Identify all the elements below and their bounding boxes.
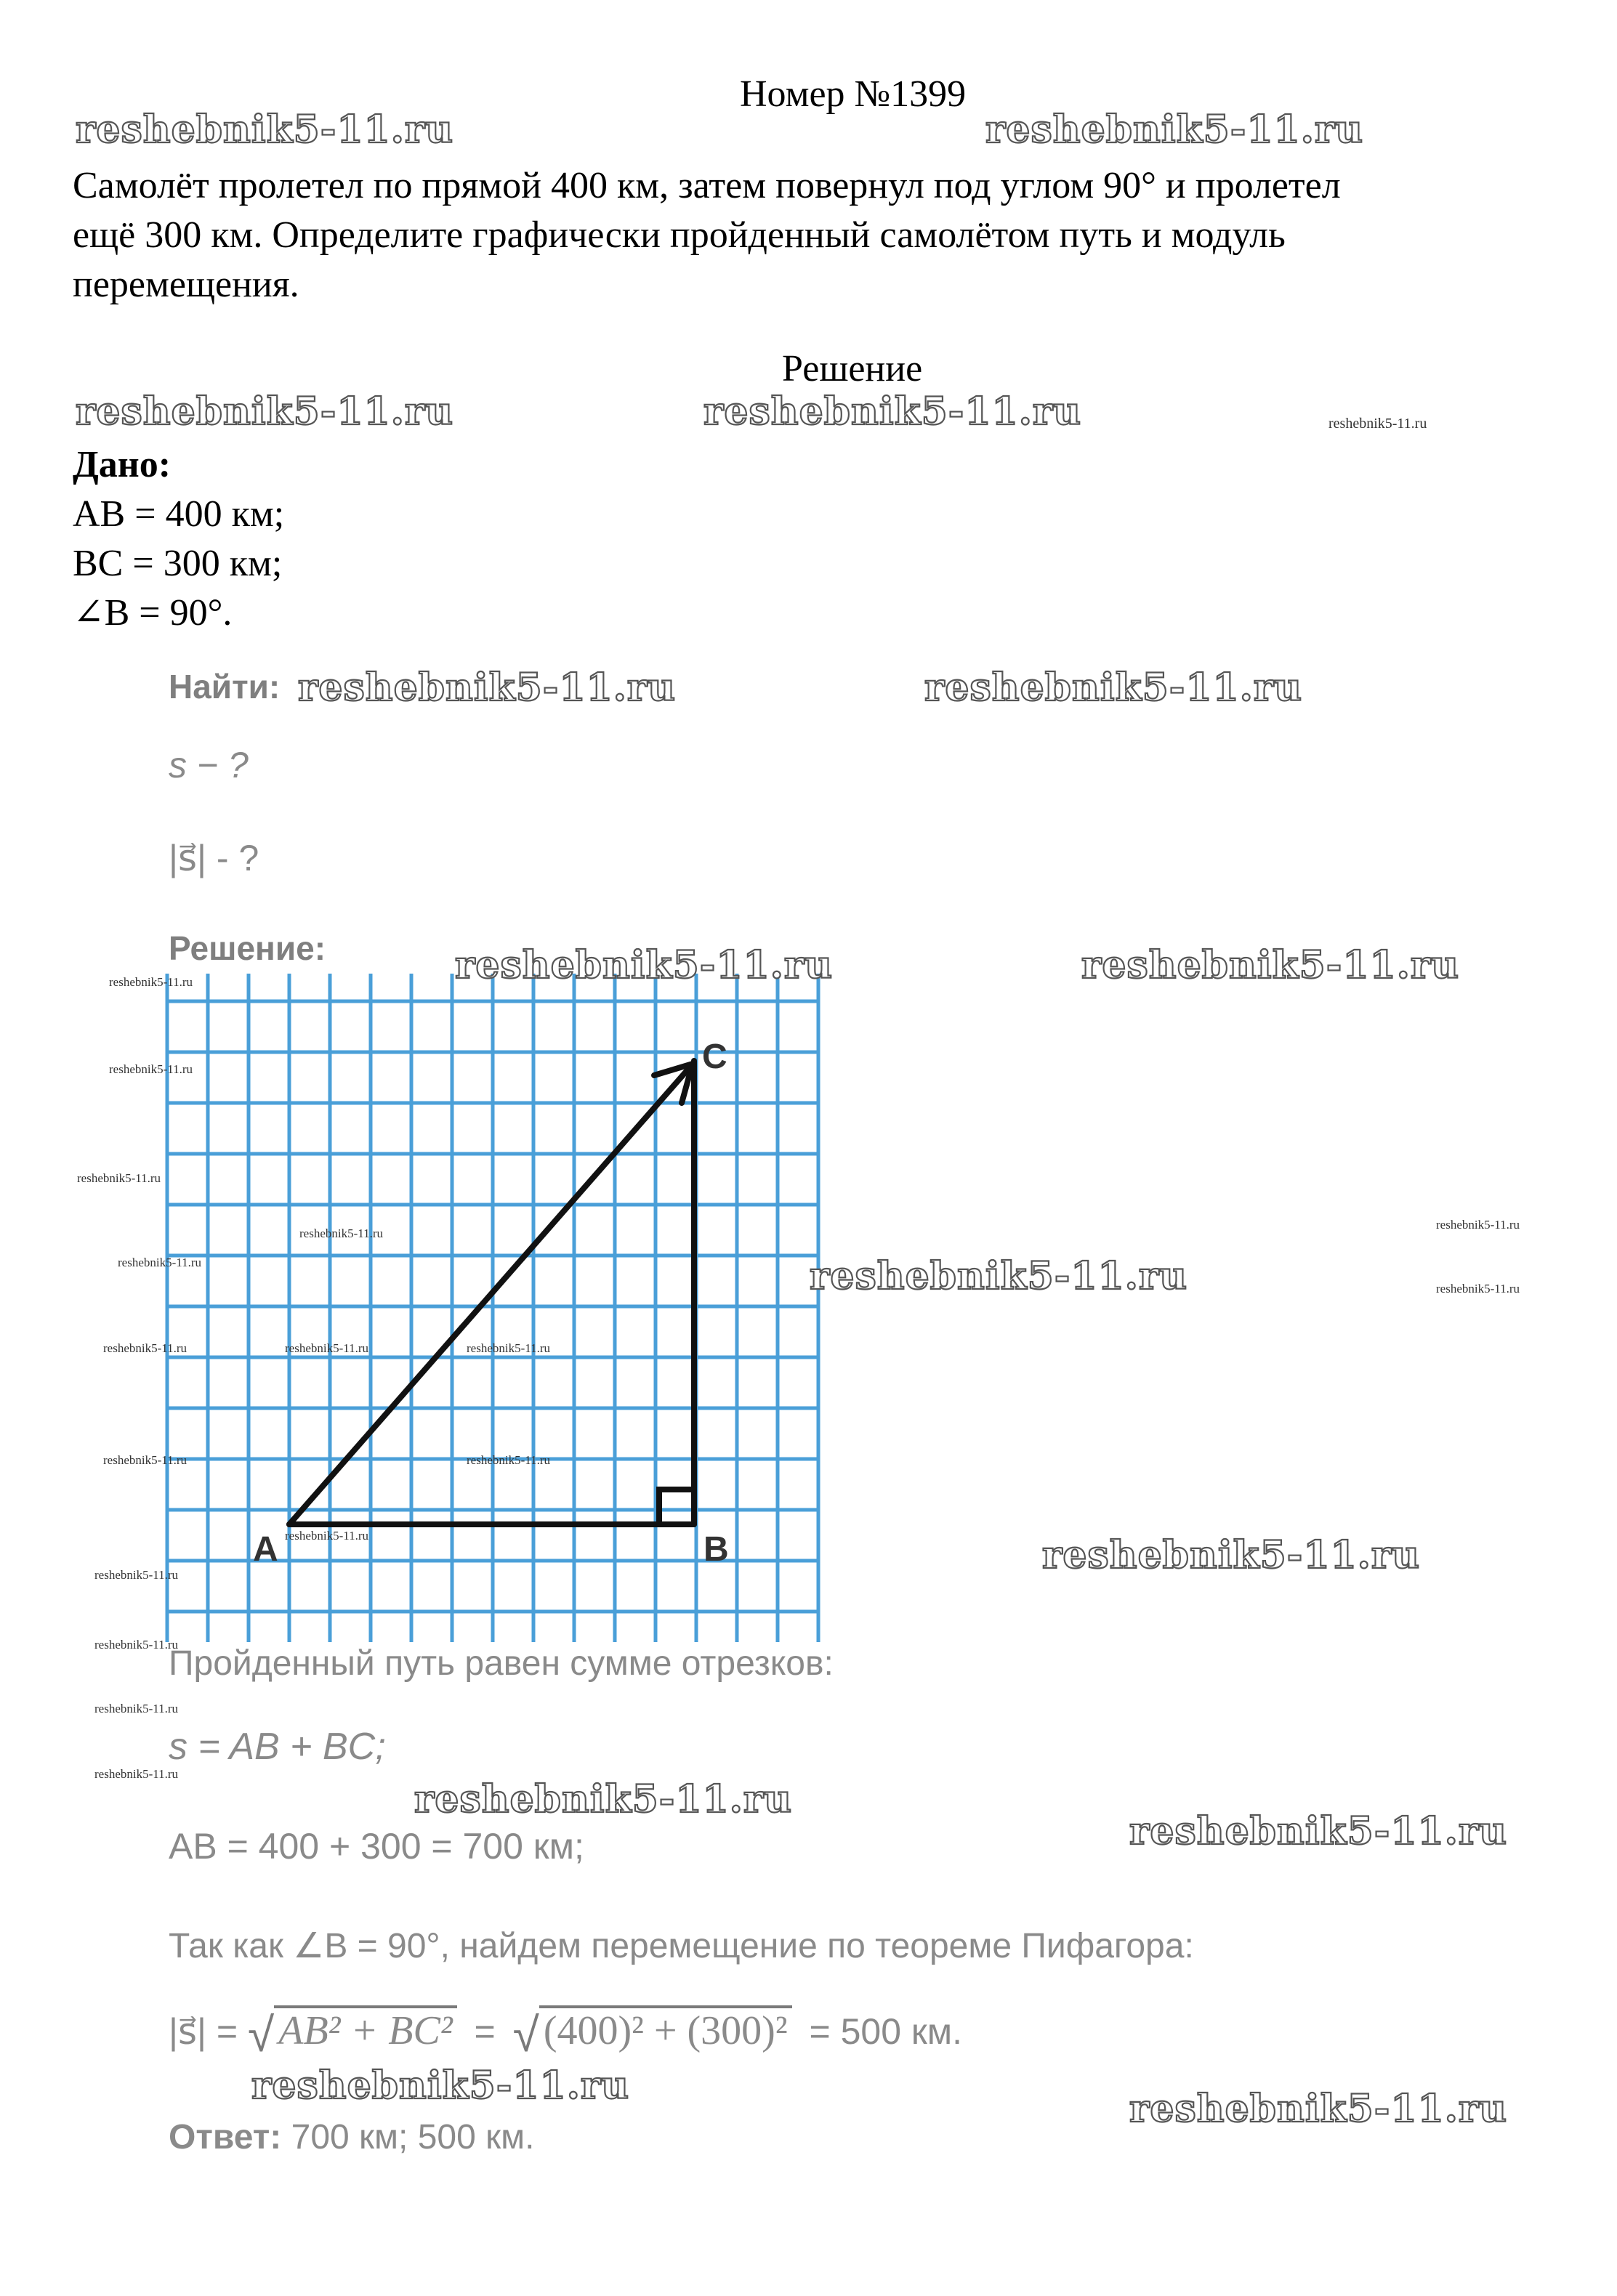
given-item-bc: BC = 300 км;	[73, 543, 283, 584]
answer-value: 700 км; 500 км.	[291, 2118, 535, 2156]
watermark-small: reshebnik5-11.ru	[109, 975, 193, 989]
watermark: reshebnik5-11.ru	[810, 1254, 1188, 1298]
formula-path-sum: s = AB + BC;	[169, 1726, 386, 1768]
given-label: Дано:	[73, 444, 172, 485]
formula-ab-calc: AB = 400 + 300 = 700 км;	[169, 1826, 584, 1867]
watermark-small: reshebnik5-11.ru	[103, 1453, 187, 1467]
point-a-label: A	[253, 1530, 278, 1569]
watermark: reshebnik5-11.ru	[251, 2063, 630, 2108]
formula-displacement	[169, 2007, 962, 2062]
watermark-small: reshebnik5-11.ru	[1436, 1282, 1520, 1295]
watermark: reshebnik5-11.ru	[76, 108, 454, 152]
problem-line-2: ещё 300 км. Определите графически пройденный самолётом путь и модуль	[73, 214, 1286, 256]
formula-root-2: (400)² + (300)²	[539, 2005, 792, 2053]
formula-root-1: AB² + BC²	[274, 2005, 456, 2053]
watermark-small: reshebnik5-11.ru	[1328, 416, 1427, 432]
watermark-small: reshebnik5-11.ru	[77, 1171, 161, 1185]
watermark-small: reshebnik5-11.ru	[94, 1702, 179, 1715]
problem-line-1: Самолёт пролетел по прямой 400 км, затем повернул под углом 90° и пролетел	[73, 165, 1341, 206]
watermark: reshebnik5-11.ru	[924, 666, 1303, 710]
watermark: reshebnik5-11.ru	[1081, 943, 1460, 987]
watermark: reshebnik5-11.ru	[703, 389, 1082, 434]
watermark-small: reshebnik5-11.ru	[109, 1062, 193, 1076]
watermark: reshebnik5-11.ru	[1129, 2087, 1508, 2131]
watermark: reshebnik5-11.ru	[298, 666, 677, 710]
watermark-small: reshebnik5-11.ru	[1436, 1218, 1520, 1232]
watermark-small: reshebnik5-11.ru	[94, 1568, 179, 1582]
triangle-diagram	[145, 974, 843, 1642]
watermark-small: reshebnik5-11.ru	[467, 1341, 551, 1355]
answer	[169, 2117, 534, 2157]
watermark-small: reshebnik5-11.ru	[285, 1341, 369, 1355]
watermark: reshebnik5-11.ru	[985, 108, 1364, 152]
watermark-small: reshebnik5-11.ru	[94, 1767, 179, 1781]
sqrt-icon: √	[248, 2008, 275, 2061]
point-c-label: C	[702, 1038, 727, 1076]
right-angle-mark	[659, 1489, 694, 1524]
find-displacement: |s⃗| - ?	[169, 838, 259, 878]
path-text: Пройденный путь равен сумме отрезков:	[169, 1644, 834, 1683]
watermark-small: reshebnik5-11.ru	[103, 1341, 187, 1355]
watermark: reshebnik5-11.ru	[455, 943, 834, 987]
given-item-angle: ∠B = 90°.	[73, 592, 233, 634]
watermark-small: reshebnik5-11.ru	[467, 1453, 551, 1467]
watermark: reshebnik5-11.ru	[1042, 1533, 1421, 1577]
formula-left: |s⃗| =	[169, 2011, 238, 2053]
sqrt-icon-2: √	[512, 2008, 539, 2061]
watermark: reshebnik5-11.ru	[1129, 1809, 1508, 1854]
point-b-label: B	[703, 1530, 729, 1569]
watermark-small: reshebnik5-11.ru	[299, 1226, 384, 1240]
solution-label: Решение:	[169, 929, 326, 967]
problem-line-3: перемещения.	[73, 264, 299, 305]
answer-label: Ответ:	[169, 2118, 282, 2156]
watermark-small: reshebnik5-11.ru	[285, 1529, 369, 1543]
watermark: reshebnik5-11.ru	[76, 389, 454, 434]
watermark: reshebnik5-11.ru	[414, 1777, 793, 1822]
formula-eq: =	[474, 2011, 496, 2053]
given-item-ab: AB = 400 км;	[73, 493, 285, 535]
formula-right: = 500 км.	[809, 2011, 963, 2053]
watermark-small: reshebnik5-11.ru	[94, 1638, 179, 1652]
page-title: Номер №1399	[740, 73, 967, 115]
watermark-small: reshebnik5-11.ru	[118, 1256, 202, 1269]
pythagoras-text: Так как ∠B = 90°, найдем перемещение по теореме Пифагора:	[169, 1927, 1194, 1965]
find-label: Найти:	[169, 668, 281, 706]
find-path: s − ?	[169, 745, 249, 785]
solution-heading: Решение	[782, 348, 923, 389]
